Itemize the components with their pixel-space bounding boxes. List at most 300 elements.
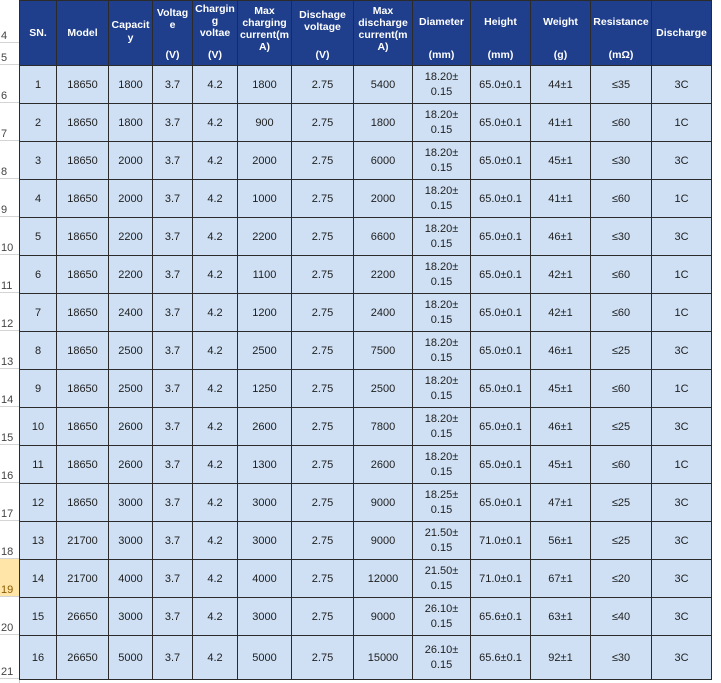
- table-row: [20, 598, 712, 636]
- table-row: [20, 370, 712, 408]
- row-number-label: 15: [1, 432, 14, 444]
- cell-model[interactable]: 21700: [57, 522, 109, 560]
- cell-charge-v[interactable]: 4.2: [193, 104, 238, 142]
- cell-charge-v[interactable]: 4.2: [193, 142, 238, 180]
- diameter-value: 18.20±: [424, 412, 459, 425]
- cell-discharge[interactable]: 3C: [652, 484, 712, 522]
- cell-height[interactable]: 71.0±0.1: [471, 522, 531, 560]
- header-voltage[interactable]: Voltag e (V): [153, 1, 193, 66]
- cell-height[interactable]: 65.0±0.1: [471, 294, 531, 332]
- header-charging-voltage[interactable]: Chargin g voltae (V): [193, 1, 238, 66]
- cell-sn[interactable]: 10: [20, 408, 57, 446]
- cell-max-discharge[interactable]: 2200: [354, 256, 413, 294]
- cell-capacity[interactable]: 3000: [109, 484, 153, 522]
- cell-discharge[interactable]: 1C: [652, 104, 712, 142]
- cell-max-discharge[interactable]: 7800: [354, 408, 413, 446]
- cell-weight[interactable]: 92±1: [531, 636, 591, 680]
- cell-sn[interactable]: 14: [20, 560, 57, 598]
- table-row: [20, 522, 712, 560]
- cell-model[interactable]: 18650: [57, 370, 109, 408]
- cell-capacity[interactable]: 3000: [109, 522, 153, 560]
- cell-max-discharge[interactable]: 7500: [354, 332, 413, 370]
- cell-diameter[interactable]: [413, 256, 471, 294]
- cell-max-discharge[interactable]: 2400: [354, 294, 413, 332]
- diameter-tolerance: 0.15: [430, 503, 453, 516]
- cell-model[interactable]: 18650: [57, 446, 109, 484]
- header-resistance[interactable]: Resistance (mΩ): [591, 1, 652, 66]
- cell-discharge-v[interactable]: 2.75: [292, 446, 354, 484]
- cell-max-charge[interactable]: 5000: [238, 636, 292, 680]
- cell-sn[interactable]: 12: [20, 484, 57, 522]
- cell-model[interactable]: 18650: [57, 332, 109, 370]
- row-number-label: 16: [1, 470, 14, 482]
- row-number[interactable]: [0, 217, 19, 255]
- cell-max-discharge[interactable]: 9000: [354, 598, 413, 636]
- diameter-value: 26.10±: [424, 643, 459, 656]
- cell-resistance[interactable]: ≤25: [591, 332, 652, 370]
- cell-charge-v[interactable]: 4.2: [193, 560, 238, 598]
- header-max-charging-current[interactable]: Max charging current(m A): [238, 1, 292, 66]
- cell-max-charge[interactable]: 1100: [238, 256, 292, 294]
- table-row: [20, 218, 712, 256]
- cell-sn[interactable]: 9: [20, 370, 57, 408]
- cell-weight[interactable]: 47±1: [531, 484, 591, 522]
- cell-charge-v[interactable]: 4.2: [193, 484, 238, 522]
- cell-diameter[interactable]: [413, 408, 471, 446]
- cell-resistance[interactable]: ≤25: [591, 408, 652, 446]
- cell-max-discharge[interactable]: 6000: [354, 142, 413, 180]
- cell-height[interactable]: 65.0±0.1: [471, 408, 531, 446]
- cell-height[interactable]: 65.0±0.1: [471, 142, 531, 180]
- diameter-value: 18.20±: [424, 184, 459, 197]
- cell-max-discharge[interactable]: 2600: [354, 446, 413, 484]
- diameter-value: 18.20±: [424, 450, 459, 463]
- cell-weight[interactable]: 67±1: [531, 560, 591, 598]
- cell-capacity[interactable]: 2600: [109, 408, 153, 446]
- row-number-label: 18: [1, 546, 14, 558]
- cell-discharge[interactable]: 3C: [652, 636, 712, 680]
- cell-weight[interactable]: 42±1: [531, 294, 591, 332]
- row-number-label: 21: [1, 666, 14, 678]
- row-number-label: 11: [1, 280, 13, 292]
- cell-model[interactable]: 21700: [57, 560, 109, 598]
- row-number[interactable]: [0, 521, 19, 559]
- cell-weight[interactable]: 41±1: [531, 180, 591, 218]
- cell-weight[interactable]: 45±1: [531, 446, 591, 484]
- cell-sn[interactable]: 15: [20, 598, 57, 636]
- diameter-tolerance: 0.15: [430, 275, 453, 288]
- cell-height[interactable]: 65.0±0.1: [471, 370, 531, 408]
- cell-resistance[interactable]: ≤30: [591, 218, 652, 256]
- cell-height[interactable]: 65.0±0.1: [471, 180, 531, 218]
- cell-height[interactable]: 65.0±0.1: [471, 446, 531, 484]
- cell-voltage[interactable]: 3.7: [153, 218, 193, 256]
- cell-resistance[interactable]: ≤60: [591, 180, 652, 218]
- cell-charge-v[interactable]: 4.2: [193, 522, 238, 560]
- cell-resistance[interactable]: ≤60: [591, 294, 652, 332]
- row-number-label: 10: [1, 242, 14, 254]
- cell-resistance[interactable]: ≤60: [591, 370, 652, 408]
- cell-model[interactable]: 18650: [57, 256, 109, 294]
- table-row: [20, 636, 712, 680]
- cell-max-discharge[interactable]: 1800: [354, 104, 413, 142]
- cell-voltage[interactable]: 3.7: [153, 560, 193, 598]
- cell-weight[interactable]: 46±1: [531, 218, 591, 256]
- table-row: [20, 294, 712, 332]
- cell-sn[interactable]: 8: [20, 332, 57, 370]
- row-number[interactable]: [0, 597, 19, 635]
- cell-height[interactable]: 65.6±0.1: [471, 636, 531, 680]
- cell-diameter[interactable]: [413, 104, 471, 142]
- cell-diameter[interactable]: [413, 66, 471, 104]
- cell-max-discharge[interactable]: 12000: [354, 560, 413, 598]
- table-row: [20, 66, 712, 104]
- diameter-tolerance: 0.15: [430, 389, 453, 402]
- row-number[interactable]: [0, 445, 19, 483]
- cell-max-charge[interactable]: 4000: [238, 560, 292, 598]
- row-number[interactable]: [0, 407, 19, 445]
- header-sn[interactable]: SN.: [20, 1, 57, 66]
- row-number-label: 17: [1, 508, 14, 520]
- diameter-tolerance: 0.15: [430, 351, 453, 364]
- diameter-value: 18.20±: [424, 108, 459, 121]
- diameter-tolerance: 0.15: [430, 123, 453, 136]
- cell-discharge[interactable]: 1C: [652, 446, 712, 484]
- row-number[interactable]: [0, 559, 19, 597]
- cell-discharge-v[interactable]: 2.75: [292, 332, 354, 370]
- cell-weight[interactable]: 45±1: [531, 142, 591, 180]
- cell-capacity[interactable]: 1800: [109, 104, 153, 142]
- diameter-tolerance: 0.15: [430, 237, 453, 250]
- cell-capacity[interactable]: 2200: [109, 218, 153, 256]
- cell-voltage[interactable]: 3.7: [153, 484, 193, 522]
- cell-charge-v[interactable]: 4.2: [193, 636, 238, 680]
- cell-diameter[interactable]: [413, 180, 471, 218]
- cell-discharge[interactable]: 3C: [652, 408, 712, 446]
- header-capacity[interactable]: Capacit y: [109, 1, 153, 66]
- cell-voltage[interactable]: 3.7: [153, 408, 193, 446]
- row-divider: [0, 678, 19, 679]
- cell-discharge-v[interactable]: 2.75: [292, 104, 354, 142]
- row-number[interactable]: [0, 141, 19, 179]
- cell-voltage[interactable]: 3.7: [153, 370, 193, 408]
- diameter-value: 18.20±: [424, 146, 459, 159]
- cell-voltage[interactable]: 3.7: [153, 294, 193, 332]
- cell-height[interactable]: 65.0±0.1: [471, 484, 531, 522]
- cell-sn[interactable]: 11: [20, 446, 57, 484]
- cell-max-discharge[interactable]: 6600: [354, 218, 413, 256]
- cell-discharge-v[interactable]: 2.75: [292, 370, 354, 408]
- cell-max-discharge[interactable]: 9000: [354, 484, 413, 522]
- cell-voltage[interactable]: 3.7: [153, 332, 193, 370]
- cell-diameter[interactable]: [413, 446, 471, 484]
- cell-charge-v[interactable]: 4.2: [193, 408, 238, 446]
- cell-diameter[interactable]: [413, 636, 471, 680]
- cell-capacity[interactable]: 3000: [109, 598, 153, 636]
- cell-sn[interactable]: 13: [20, 522, 57, 560]
- cell-diameter[interactable]: [413, 142, 471, 180]
- cell-capacity[interactable]: 2000: [109, 142, 153, 180]
- diameter-value: 26.10±: [424, 602, 459, 615]
- cell-max-charge[interactable]: 3000: [238, 598, 292, 636]
- table-row: [20, 104, 712, 142]
- cell-voltage[interactable]: 3.7: [153, 256, 193, 294]
- table-row: [20, 560, 712, 598]
- cell-sn[interactable]: 6: [20, 256, 57, 294]
- cell-height[interactable]: 65.0±0.1: [471, 256, 531, 294]
- cell-model[interactable]: 18650: [57, 104, 109, 142]
- cell-charge-v[interactable]: 4.2: [193, 370, 238, 408]
- diameter-value: 18.20±: [424, 336, 459, 349]
- row-number-label: 4: [1, 30, 8, 42]
- cell-model[interactable]: 18650: [57, 66, 109, 104]
- cell-capacity[interactable]: 1800: [109, 66, 153, 104]
- diameter-value: 21.50±: [424, 526, 459, 539]
- table-row: [20, 332, 712, 370]
- cell-weight[interactable]: 56±1: [531, 522, 591, 560]
- cell-discharge[interactable]: 1C: [652, 180, 712, 218]
- cell-charge-v[interactable]: 4.2: [193, 598, 238, 636]
- cell-capacity[interactable]: 5000: [109, 636, 153, 680]
- cell-max-charge[interactable]: 2600: [238, 408, 292, 446]
- row-number[interactable]: [0, 635, 19, 679]
- cell-model[interactable]: 26650: [57, 598, 109, 636]
- diameter-tolerance: 0.15: [430, 161, 453, 174]
- cell-diameter[interactable]: [413, 598, 471, 636]
- cell-discharge-v[interactable]: 2.75: [292, 408, 354, 446]
- cell-voltage[interactable]: 3.7: [153, 446, 193, 484]
- diameter-tolerance: 0.15: [430, 617, 453, 630]
- cell-max-charge[interactable]: 2500: [238, 332, 292, 370]
- cell-discharge[interactable]: 3C: [652, 218, 712, 256]
- header-discharge[interactable]: Discharge: [652, 1, 712, 66]
- row-number[interactable]: [0, 331, 19, 369]
- cell-charge-v[interactable]: 4.2: [193, 180, 238, 218]
- cell-resistance[interactable]: ≤25: [591, 522, 652, 560]
- header-row: [20, 1, 712, 66]
- cell-charge-v[interactable]: 4.2: [193, 218, 238, 256]
- cell-discharge-v[interactable]: 2.75: [292, 142, 354, 180]
- cell-max-charge[interactable]: 1800: [238, 66, 292, 104]
- table-row: [20, 484, 712, 522]
- cell-max-charge[interactable]: 1000: [238, 180, 292, 218]
- row-number[interactable]: [0, 483, 19, 521]
- cell-max-discharge[interactable]: 2000: [354, 180, 413, 218]
- cell-resistance[interactable]: ≤60: [591, 104, 652, 142]
- header-diameter[interactable]: Diameter (mm): [413, 1, 471, 66]
- cell-discharge[interactable]: 3C: [652, 560, 712, 598]
- cell-diameter[interactable]: [413, 484, 471, 522]
- row-number-label: 9: [1, 204, 8, 216]
- cell-discharge-v[interactable]: 2.75: [292, 66, 354, 104]
- row-number[interactable]: [0, 179, 19, 217]
- cell-diameter[interactable]: [413, 370, 471, 408]
- cell-discharge[interactable]: 3C: [652, 66, 712, 104]
- cell-max-charge[interactable]: 1300: [238, 446, 292, 484]
- cell-max-discharge[interactable]: 9000: [354, 522, 413, 560]
- header-discharge-voltage[interactable]: Dischage voltage (V): [292, 1, 354, 66]
- diameter-value: 18.20±: [424, 222, 459, 235]
- cell-voltage[interactable]: 3.7: [153, 522, 193, 560]
- row-number-label: 13: [1, 356, 14, 368]
- cell-resistance[interactable]: ≤60: [591, 256, 652, 294]
- diameter-tolerance: 0.15: [430, 427, 453, 440]
- cell-voltage[interactable]: 3.7: [153, 598, 193, 636]
- diameter-tolerance: 0.15: [430, 85, 453, 98]
- cell-resistance[interactable]: ≤20: [591, 560, 652, 598]
- cell-capacity[interactable]: 2600: [109, 446, 153, 484]
- cell-voltage[interactable]: 3.7: [153, 180, 193, 218]
- cell-model[interactable]: 18650: [57, 180, 109, 218]
- cell-model[interactable]: 26650: [57, 636, 109, 680]
- cell-sn[interactable]: 3: [20, 142, 57, 180]
- cell-model[interactable]: 18650: [57, 218, 109, 256]
- cell-weight[interactable]: 46±1: [531, 408, 591, 446]
- cell-discharge[interactable]: 1C: [652, 370, 712, 408]
- cell-resistance[interactable]: ≤30: [591, 636, 652, 680]
- cell-max-charge[interactable]: 2200: [238, 218, 292, 256]
- cell-height[interactable]: 65.0±0.1: [471, 104, 531, 142]
- row-number[interactable]: [0, 65, 19, 103]
- cell-weight[interactable]: 42±1: [531, 256, 591, 294]
- cell-capacity[interactable]: 2500: [109, 332, 153, 370]
- battery-spec-table: [19, 0, 712, 680]
- cell-max-charge[interactable]: 900: [238, 104, 292, 142]
- cell-discharge-v[interactable]: 2.75: [292, 522, 354, 560]
- cell-charge-v[interactable]: 4.2: [193, 294, 238, 332]
- cell-model[interactable]: 18650: [57, 142, 109, 180]
- cell-charge-v[interactable]: 4.2: [193, 256, 238, 294]
- diameter-value: 21.50±: [424, 564, 459, 577]
- cell-voltage[interactable]: 3.7: [153, 66, 193, 104]
- cell-diameter[interactable]: [413, 522, 471, 560]
- table-row: [20, 408, 712, 446]
- cell-max-discharge[interactable]: 15000: [354, 636, 413, 680]
- cell-resistance[interactable]: ≤40: [591, 598, 652, 636]
- cell-voltage[interactable]: 3.7: [153, 104, 193, 142]
- cell-discharge[interactable]: 3C: [652, 522, 712, 560]
- table-row: [20, 142, 712, 180]
- cell-discharge[interactable]: 3C: [652, 142, 712, 180]
- cell-capacity[interactable]: 2500: [109, 370, 153, 408]
- row-number[interactable]: [0, 0, 19, 43]
- cell-sn[interactable]: 16: [20, 636, 57, 680]
- cell-discharge[interactable]: 3C: [652, 332, 712, 370]
- row-number-label: 5: [1, 52, 8, 64]
- cell-max-charge[interactable]: 1250: [238, 370, 292, 408]
- diameter-tolerance: 0.15: [430, 465, 453, 478]
- cell-height[interactable]: 65.6±0.1: [471, 598, 531, 636]
- row-number[interactable]: [0, 103, 19, 141]
- cell-sn[interactable]: 5: [20, 218, 57, 256]
- row-number[interactable]: [0, 255, 19, 293]
- cell-discharge-v[interactable]: 2.75: [292, 598, 354, 636]
- cell-resistance[interactable]: ≤60: [591, 446, 652, 484]
- cell-max-charge[interactable]: 3000: [238, 484, 292, 522]
- cell-discharge-v[interactable]: 2.75: [292, 218, 354, 256]
- cell-resistance[interactable]: ≤35: [591, 66, 652, 104]
- cell-discharge-v[interactable]: 2.75: [292, 180, 354, 218]
- cell-weight[interactable]: 46±1: [531, 332, 591, 370]
- cell-height[interactable]: 65.0±0.1: [471, 66, 531, 104]
- cell-capacity[interactable]: 2000: [109, 180, 153, 218]
- cell-weight[interactable]: 44±1: [531, 66, 591, 104]
- row-number-label: 6: [1, 90, 8, 102]
- cell-max-discharge[interactable]: 2500: [354, 370, 413, 408]
- cell-sn[interactable]: 7: [20, 294, 57, 332]
- table-row: [20, 446, 712, 484]
- cell-weight[interactable]: 45±1: [531, 370, 591, 408]
- cell-charge-v[interactable]: 4.2: [193, 446, 238, 484]
- cell-height[interactable]: 65.0±0.1: [471, 332, 531, 370]
- row-number[interactable]: [0, 43, 19, 65]
- cell-height[interactable]: 65.0±0.1: [471, 218, 531, 256]
- cell-discharge-v[interactable]: 2.75: [292, 294, 354, 332]
- cell-discharge-v[interactable]: 2.75: [292, 256, 354, 294]
- cell-discharge[interactable]: 1C: [652, 294, 712, 332]
- cell-charge-v[interactable]: 4.2: [193, 66, 238, 104]
- diameter-tolerance: 0.15: [430, 313, 453, 326]
- cell-max-discharge[interactable]: 5400: [354, 66, 413, 104]
- cell-discharge[interactable]: 3C: [652, 598, 712, 636]
- cell-discharge[interactable]: 1C: [652, 256, 712, 294]
- cell-sn[interactable]: 2: [20, 104, 57, 142]
- cell-charge-v[interactable]: 4.2: [193, 332, 238, 370]
- diameter-tolerance: 0.15: [430, 579, 453, 592]
- row-number[interactable]: [0, 369, 19, 407]
- header-model[interactable]: Model: [57, 1, 109, 66]
- cell-discharge-v[interactable]: 2.75: [292, 636, 354, 680]
- cell-capacity[interactable]: 2400: [109, 294, 153, 332]
- cell-height[interactable]: 71.0±0.1: [471, 560, 531, 598]
- cell-discharge-v[interactable]: 2.75: [292, 484, 354, 522]
- cell-max-charge[interactable]: 1200: [238, 294, 292, 332]
- cell-diameter[interactable]: [413, 218, 471, 256]
- header-weight[interactable]: Weight (g): [531, 1, 591, 66]
- cell-sn[interactable]: 1: [20, 66, 57, 104]
- cell-max-charge[interactable]: 3000: [238, 522, 292, 560]
- cell-sn[interactable]: 4: [20, 180, 57, 218]
- cell-model[interactable]: 18650: [57, 408, 109, 446]
- cell-discharge-v[interactable]: 2.75: [292, 560, 354, 598]
- row-number-label: 19: [1, 584, 14, 596]
- cell-diameter[interactable]: [413, 560, 471, 598]
- cell-capacity[interactable]: 2200: [109, 256, 153, 294]
- row-number-label: 7: [1, 128, 8, 140]
- cell-model[interactable]: 18650: [57, 294, 109, 332]
- header-max-discharge-current[interactable]: Max discharge current(m A): [354, 1, 413, 66]
- cell-voltage[interactable]: 3.7: [153, 142, 193, 180]
- diameter-value: 18.20±: [424, 260, 459, 273]
- cell-weight[interactable]: 63±1: [531, 598, 591, 636]
- cell-max-charge[interactable]: 2000: [238, 142, 292, 180]
- cell-diameter[interactable]: [413, 332, 471, 370]
- cell-voltage[interactable]: 3.7: [153, 636, 193, 680]
- cell-resistance[interactable]: ≤25: [591, 484, 652, 522]
- diameter-value: 18.20±: [424, 298, 459, 311]
- cell-diameter[interactable]: [413, 294, 471, 332]
- diameter-value: 18.20±: [424, 70, 459, 83]
- cell-capacity[interactable]: 4000: [109, 560, 153, 598]
- row-number-label: 14: [1, 394, 14, 406]
- diameter-value: 18.20±: [424, 374, 459, 387]
- cell-weight[interactable]: 41±1: [531, 104, 591, 142]
- row-number-label: 12: [1, 318, 14, 330]
- cell-model[interactable]: 18650: [57, 484, 109, 522]
- cell-resistance[interactable]: ≤30: [591, 142, 652, 180]
- header-height[interactable]: Height (mm): [471, 1, 531, 66]
- row-number[interactable]: [0, 293, 19, 331]
